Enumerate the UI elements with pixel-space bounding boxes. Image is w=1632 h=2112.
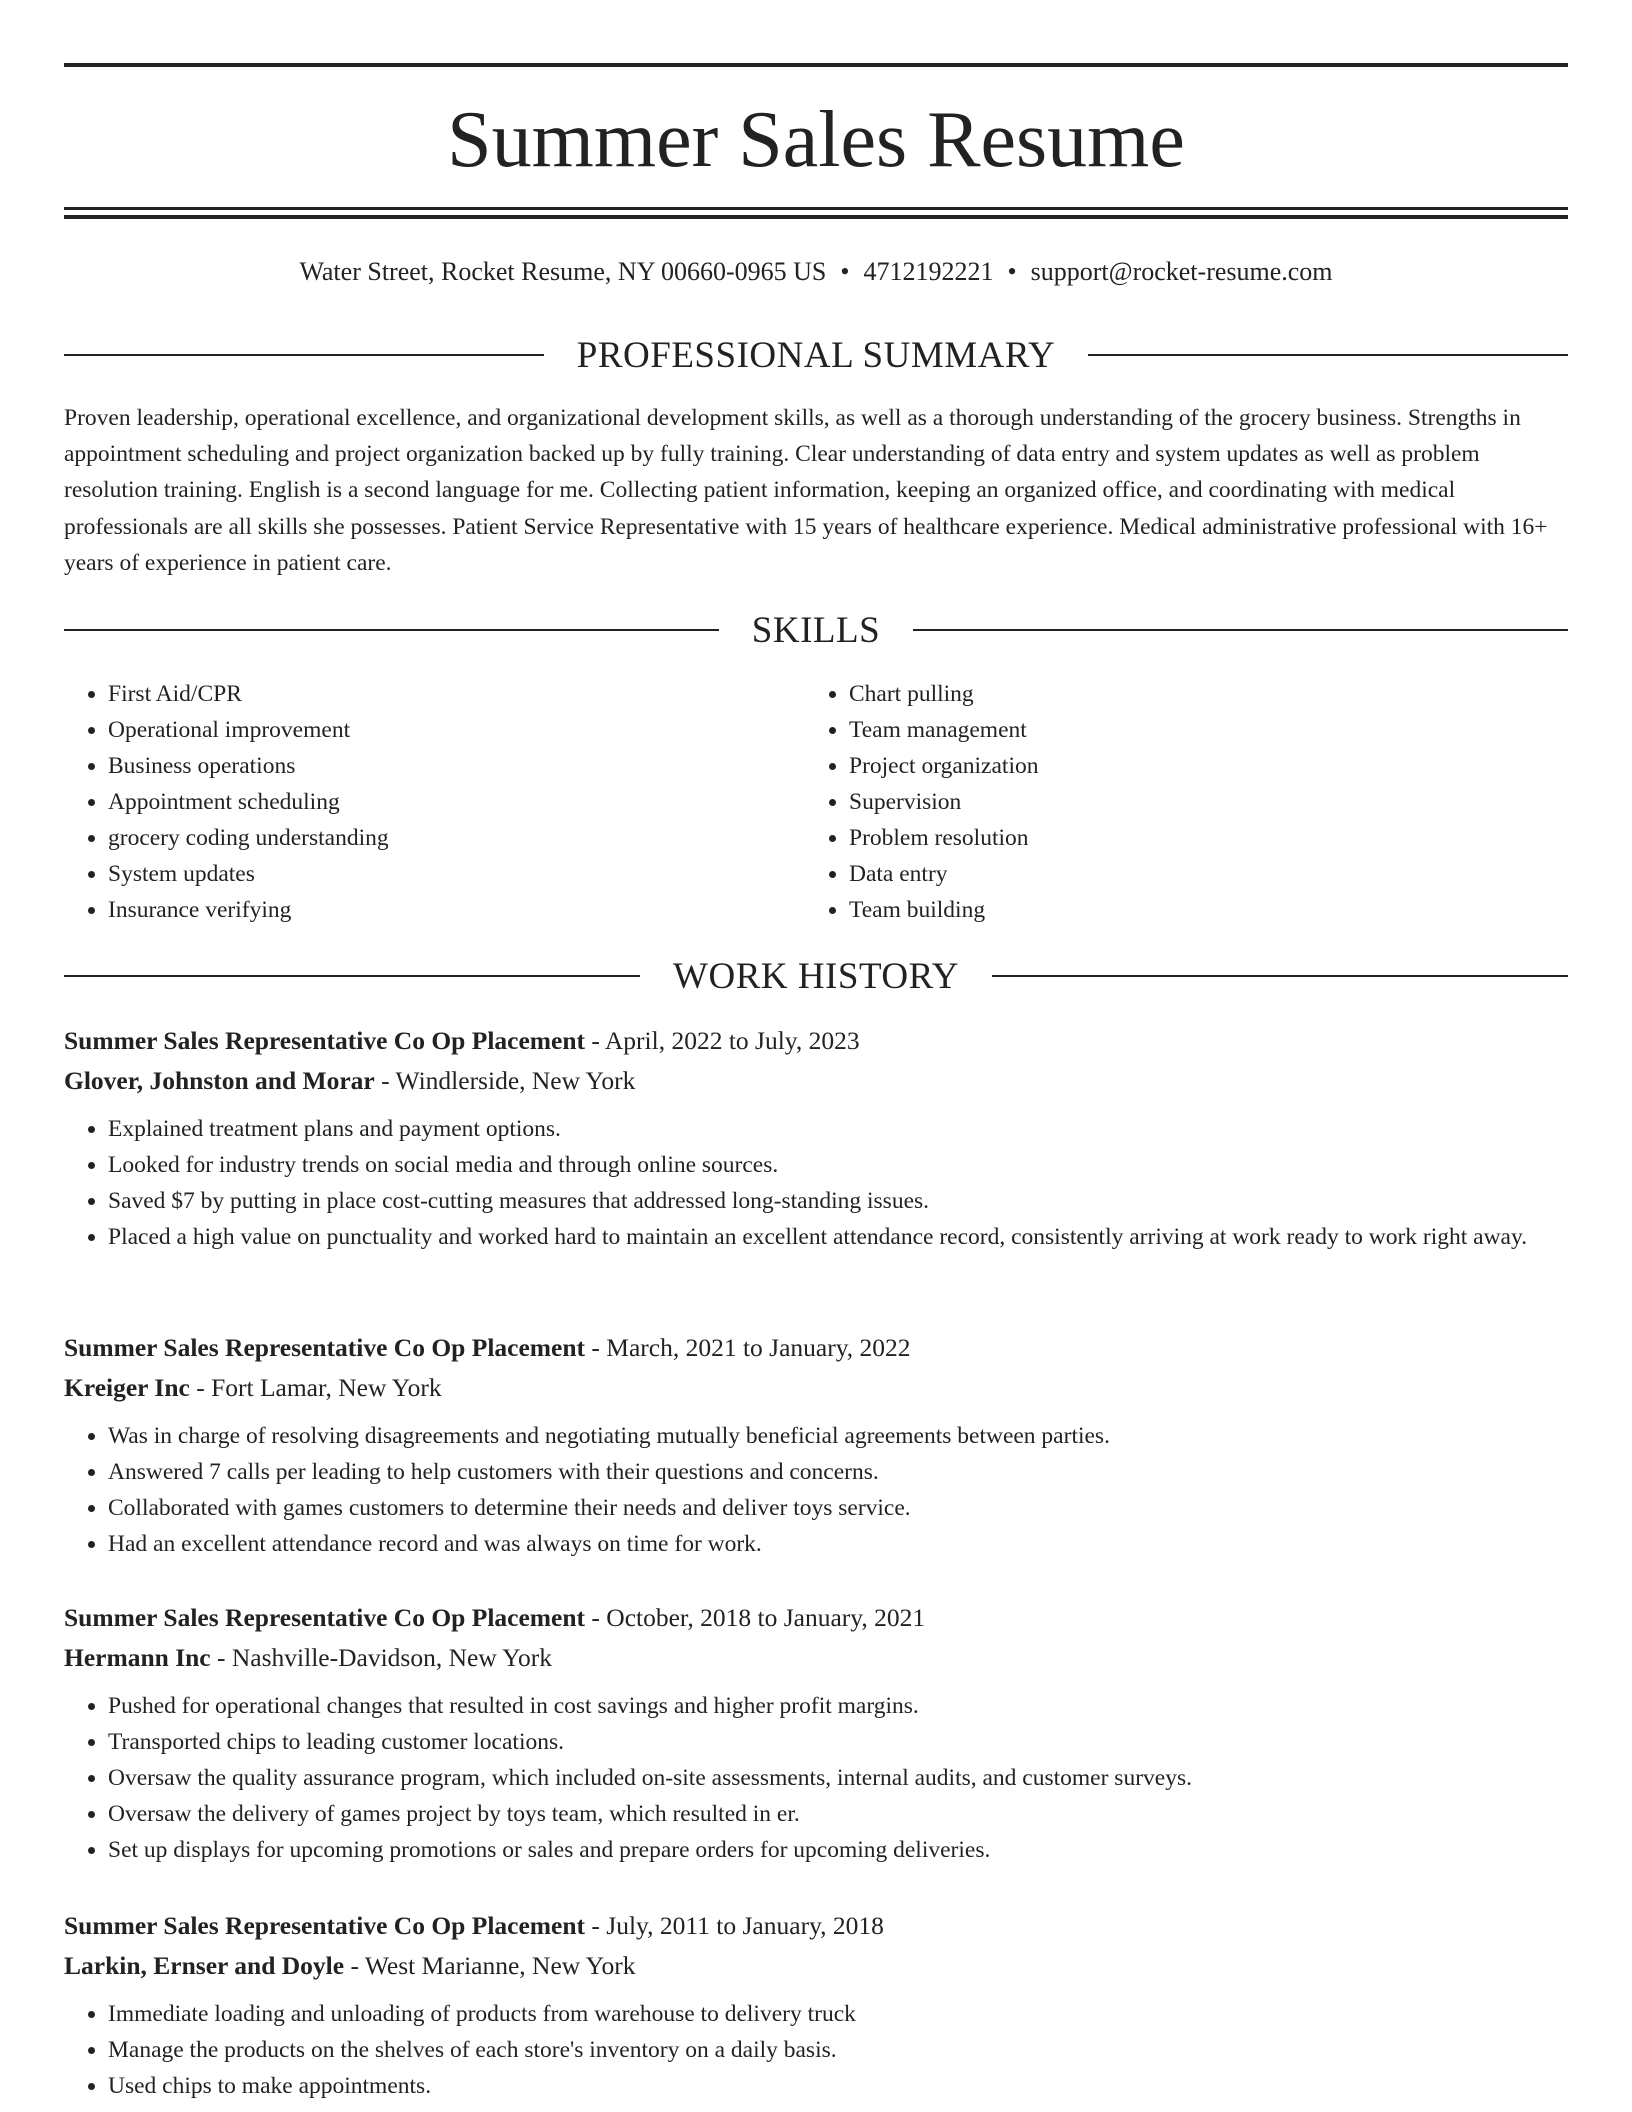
job-bullets xyxy=(64,1688,1568,1868)
company-location: - Nashville-Davidson, New York xyxy=(217,1643,553,1672)
skill-item: • Team building xyxy=(849,892,1038,928)
job-bullet: • Explained treatment plans and payment options. xyxy=(108,1111,1568,1147)
job-bullets xyxy=(64,1111,1568,1255)
skill-item: • Chart pulling xyxy=(849,676,1038,712)
job-entry xyxy=(64,1328,1568,1562)
job-dates: - July, 2011 to January, 2018 xyxy=(591,1911,884,1940)
company-location: - West Marianne, New York xyxy=(350,1951,636,1980)
job-title-line xyxy=(64,1328,1568,1368)
job-dates: - October, 2018 to January, 2021 xyxy=(591,1603,926,1632)
job-entry xyxy=(64,1906,1568,2104)
job-title-line xyxy=(64,1906,1568,1946)
heading-rule xyxy=(64,354,544,356)
job-bullet: • Looked for industry trends on social media and through online sources. xyxy=(108,1147,1568,1183)
contact-separator: • xyxy=(840,257,850,286)
company-name: Hermann Inc xyxy=(64,1643,211,1672)
contact-separator: • xyxy=(1007,257,1017,286)
heading-rule xyxy=(1088,354,1568,356)
skills-list-left xyxy=(64,676,389,928)
address: Water Street, Rocket Resume, NY 00660-0965 US xyxy=(299,257,827,286)
job-company-line xyxy=(64,1946,1568,1986)
header-bottom-rule xyxy=(64,207,1568,210)
job-bullet: • Was in charge of resolving disagreements and negotiating mutually beneficial agreements between parties. xyxy=(108,1418,1568,1454)
heading-rule xyxy=(64,975,640,977)
job-title: Summer Sales Representative Co Op Placement xyxy=(64,1911,586,1940)
job-bullets xyxy=(64,1418,1568,1562)
skill-item: • Appointment scheduling xyxy=(108,784,389,820)
section-heading-label: PROFESSIONAL SUMMARY xyxy=(576,334,1056,376)
job-title: Summer Sales Representative Co Op Placement xyxy=(64,1333,586,1362)
email: support@rocket-resume.com xyxy=(1030,257,1333,286)
section-heading-label: SKILLS xyxy=(751,609,881,651)
job-bullet: • Had an excellent attendance record and was always on time for work. xyxy=(108,1526,1568,1562)
skill-item: • Operational improvement xyxy=(108,712,389,748)
job-bullet: • Set up displays for upcoming promotions or sales and prepare orders for upcoming deliveries. xyxy=(108,1832,1568,1868)
skill-item: • System updates xyxy=(108,856,389,892)
company-name: Kreiger Inc xyxy=(64,1373,190,1402)
job-company-line xyxy=(64,1368,1568,1408)
job-company-line xyxy=(64,1638,1568,1678)
job-bullet: • Used chips to make appointments. xyxy=(108,2068,1568,2104)
contact-line xyxy=(64,255,1568,289)
job-dates: - April, 2022 to July, 2023 xyxy=(591,1026,860,1055)
skill-item: • First Aid/CPR xyxy=(108,676,389,712)
phone: 4712192221 xyxy=(863,257,994,286)
job-bullet: • Oversaw the quality assurance program, which included on-site assessments, internal audits, and customer surveys. xyxy=(108,1760,1568,1796)
skill-item: • Project organization xyxy=(849,748,1038,784)
section-heading-label: WORK HISTORY xyxy=(673,955,959,997)
skill-item: • Problem resolution xyxy=(849,820,1038,856)
heading-rule xyxy=(992,975,1568,977)
section-heading-summary xyxy=(64,333,1568,377)
job-bullet: • Manage the products on the shelves of each store's inventory on a daily basis. xyxy=(108,2032,1568,2068)
skill-item: • grocery coding understanding xyxy=(108,820,389,856)
job-bullet: • Placed a high value on punctuality and worked hard to maintain an excellent attendance record, consistently arriving at work ready to work right away. xyxy=(108,1219,1568,1255)
job-bullets xyxy=(64,1996,1568,2104)
job-title: Summer Sales Representative Co Op Placement xyxy=(64,1603,586,1632)
job-company-line xyxy=(64,1061,1568,1101)
job-bullet: • Collaborated with games customers to determine their needs and deliver toys service. xyxy=(108,1490,1568,1526)
job-bullet: • Saved $7 by putting in place cost-cutting measures that addressed long-standing issues. xyxy=(108,1183,1568,1219)
company-name: Glover, Johnston and Morar xyxy=(64,1066,375,1095)
skill-item: • Team management xyxy=(849,712,1038,748)
job-bullet: • Transported chips to leading customer locations. xyxy=(108,1724,1568,1760)
page-title: Summer Sales Resume xyxy=(447,96,1185,184)
company-location: - Fort Lamar, New York xyxy=(196,1373,442,1402)
professional-summary: Proven leadership, operational excellence, and organizational development skills, as well as a thorough understanding of the grocery business. Strengths in appointment scheduling and project organization backed up by fully training. Clear understanding of data entry and system updates as well as problem resolution training. English is a second language for me. Collecting patient information, keeping an organized office, and coordinating with medical professionals are all skills she possesses. Patient Service Representative with 15 years of healthcare experience. Medical administrative professional with 16+ years of experience in patient care. xyxy=(64,405,1548,576)
job-title-line xyxy=(64,1021,1568,1061)
job-dates: - March, 2021 to January, 2022 xyxy=(591,1333,911,1362)
section-heading-skills xyxy=(64,608,1568,652)
header-bottom-rule-double xyxy=(64,215,1568,219)
job-title: Summer Sales Representative Co Op Placement xyxy=(64,1026,586,1055)
job-title-line xyxy=(64,1598,1568,1638)
skill-item: • Business operations xyxy=(108,748,389,784)
job-entry xyxy=(64,1021,1568,1255)
company-location: - Windlerside, New York xyxy=(381,1066,636,1095)
skill-item: • Insurance verifying xyxy=(108,892,389,928)
job-bullet: • Pushed for operational changes that resulted in cost savings and higher profit margins. xyxy=(108,1688,1568,1724)
skill-item: • Supervision xyxy=(849,784,1038,820)
heading-rule xyxy=(913,629,1568,631)
skills-list-right xyxy=(805,676,1038,928)
skill-item: • Data entry xyxy=(849,856,1038,892)
job-entry xyxy=(64,1598,1568,1868)
job-bullet: • Oversaw the delivery of games project by toys team, which resulted in er. xyxy=(108,1796,1568,1832)
job-bullet: • Immediate loading and unloading of products from warehouse to delivery truck xyxy=(108,1996,1568,2032)
section-heading-work-history xyxy=(64,954,1568,998)
header-top-rule xyxy=(64,63,1568,67)
heading-rule xyxy=(64,629,719,631)
job-bullet: • Answered 7 calls per leading to help customers with their questions and concerns. xyxy=(108,1454,1568,1490)
company-name: Larkin, Ernser and Doyle xyxy=(64,1951,345,1980)
